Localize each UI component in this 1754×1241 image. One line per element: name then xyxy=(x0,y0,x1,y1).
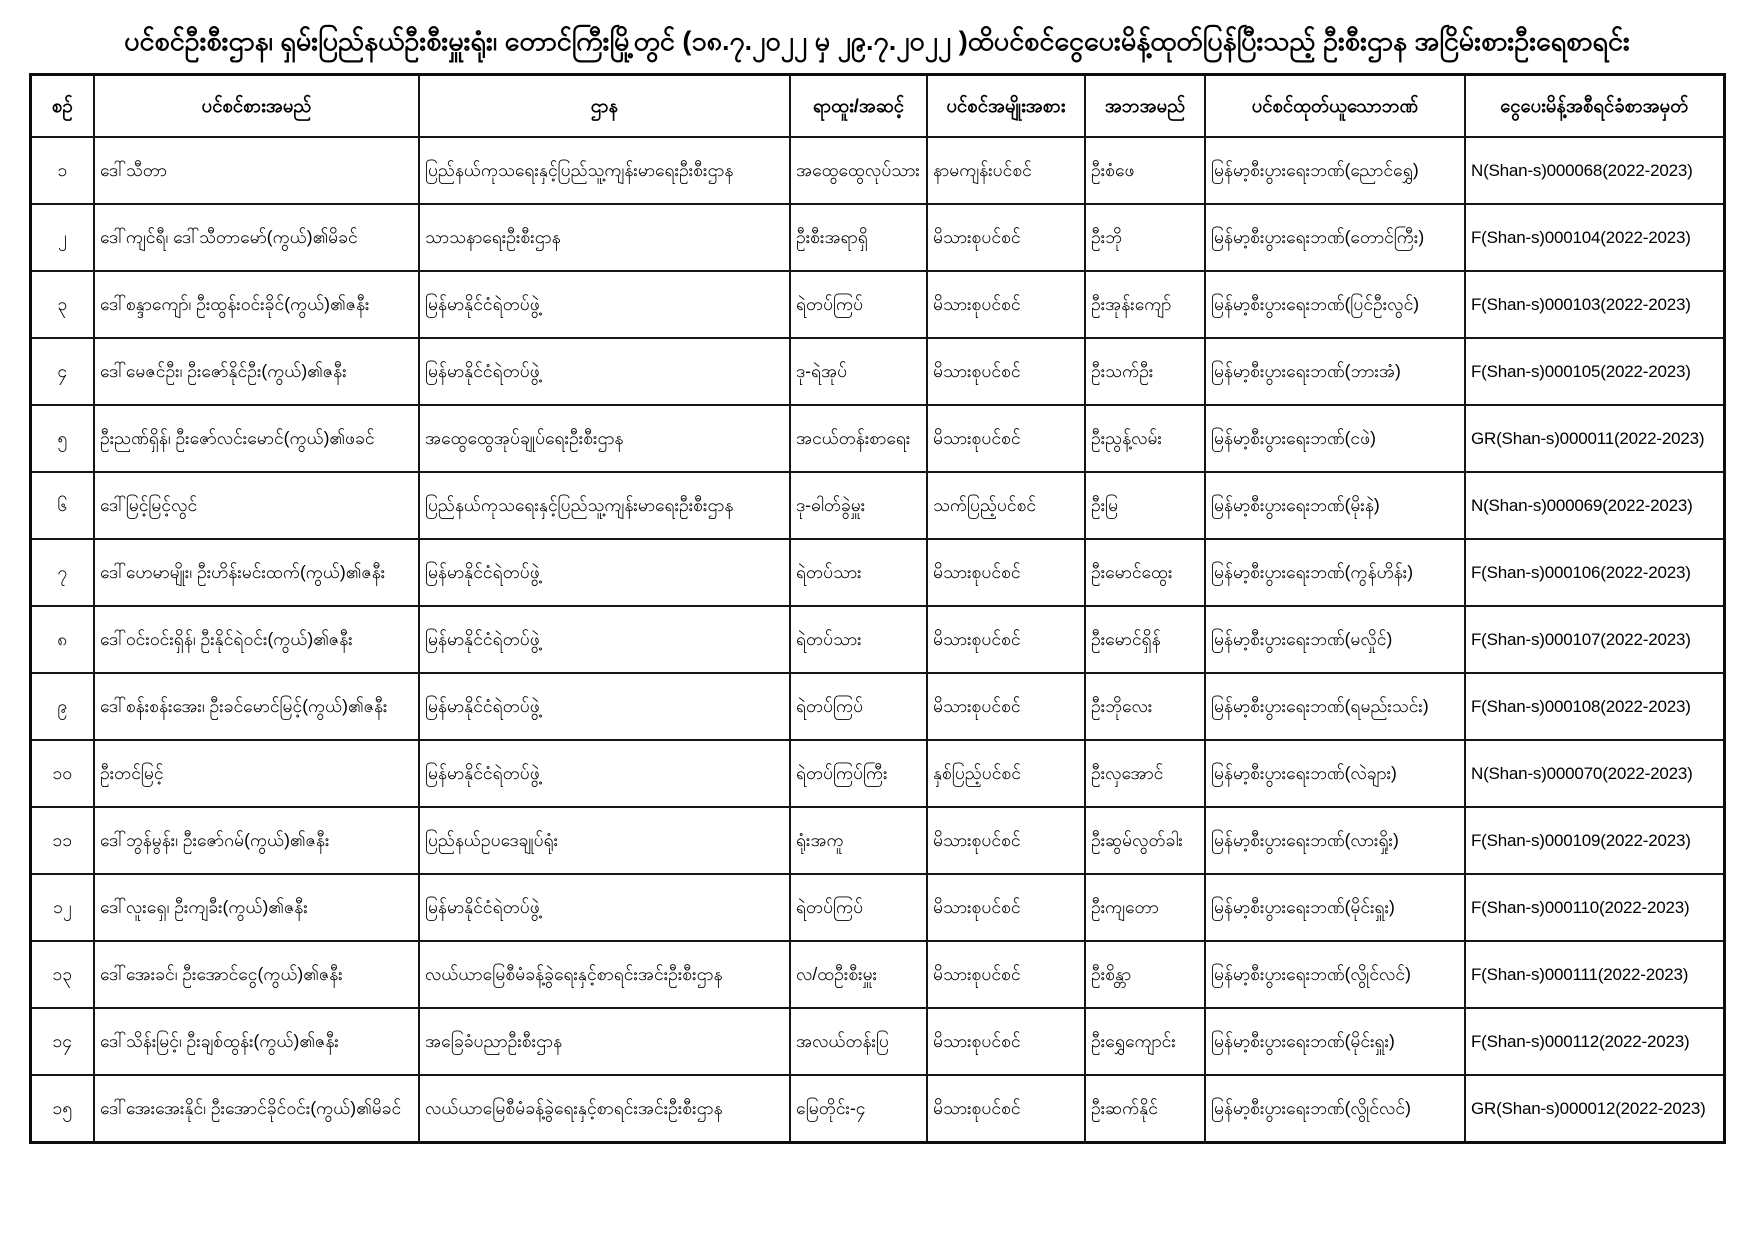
cell-position: ရဲတပ်ကြပ်ကြီး xyxy=(790,740,927,807)
header-bank: ပင်စင်ထုတ်ယူသောဘဏ် xyxy=(1205,75,1465,138)
cell-pensioner-name: ဦးညဏ်ရှိန်၊ ဦးဇော်လင်းမောင်(ကွယ်)၏ဖခင် xyxy=(94,405,419,472)
cell-department: ပြည်နယ်ဥပဒေချုပ်ရုံး xyxy=(419,807,790,874)
cell-department: မြန်မာနိုင်ငံရဲတပ်ဖွဲ့ xyxy=(419,673,790,740)
cell-department: မြန်မာနိုင်ငံရဲတပ်ဖွဲ့ xyxy=(419,874,790,941)
cell-father-name: ဦးစံဖေ xyxy=(1085,137,1205,204)
cell-pension-type: နှစ်ပြည့်ပင်စင် xyxy=(927,740,1085,807)
header-department: ဌာန xyxy=(419,75,790,138)
cell-department: ပြည်နယ်ကုသရေးနှင့်ပြည်သူ့ကျန်းမာရေးဦးစီးဌာန xyxy=(419,137,790,204)
cell-department: မြန်မာနိုင်ငံရဲတပ်ဖွဲ့ xyxy=(419,539,790,606)
cell-father-name: ဦးဘိုလေး xyxy=(1085,673,1205,740)
cell-serial: ၉ xyxy=(30,673,94,740)
cell-father-name: ဦးကျတော xyxy=(1085,874,1205,941)
cell-payment-order-no: F(Shan-s)000105(2022-2023) xyxy=(1465,338,1724,405)
cell-pensioner-name: ဒေါ်မြင့်မြင့်လွင် xyxy=(94,472,419,539)
cell-bank: မြန်မာ့စီးပွားရေးဘဏ်(ညောင်ရွှေ) xyxy=(1205,137,1465,204)
cell-department: လယ်ယာမြေစီမံခန့်ခွဲရေးနှင့်စာရင်းအင်းဦးစီးဌာန xyxy=(419,1075,790,1143)
table-row xyxy=(30,941,1724,1008)
cell-pension-type: မိသားစုပင်စင် xyxy=(927,673,1085,740)
cell-bank: မြန်မာ့စီးပွားရေးဘဏ်(ရမည်းသင်း) xyxy=(1205,673,1465,740)
table-row xyxy=(30,472,1724,539)
cell-pensioner-name: ဦးတင်မြင့် xyxy=(94,740,419,807)
cell-department: အထွေထွေအုပ်ချုပ်ရေးဦးစီးဌာန xyxy=(419,405,790,472)
cell-father-name: ဦးမောင်ထွေး xyxy=(1085,539,1205,606)
pension-table xyxy=(29,73,1726,1144)
cell-bank: မြန်မာ့စီးပွားရေးဘဏ်(တောင်ကြီး) xyxy=(1205,204,1465,271)
cell-position: အလယ်တန်းပြ xyxy=(790,1008,927,1075)
cell-serial: ၁၂ xyxy=(30,874,94,941)
table-row xyxy=(30,1075,1724,1143)
cell-pensioner-name: ဒေါ်ကျင်ရီ၊ ဒေါ်သီတာမော်(ကွယ်)၏မိခင် xyxy=(94,204,419,271)
cell-serial: ၁၄ xyxy=(30,1008,94,1075)
table-row xyxy=(30,740,1724,807)
header-position: ရာထူး/အဆင့် xyxy=(790,75,927,138)
cell-position: ရဲတပ်ကြပ် xyxy=(790,874,927,941)
table-header xyxy=(30,75,1724,138)
cell-pensioner-name: ဒေါ်စန္ဒာကျော်၊ ဦးထွန်းဝင်းခိုင်(ကွယ်)၏ဇနီး xyxy=(94,271,419,338)
cell-pensioner-name: ဒေါ်ဘွန်မွန်း၊ ဦးဇော်ဂမ်(ကွယ်)၏ဇနီး xyxy=(94,807,419,874)
cell-payment-order-no: N(Shan-s)000070(2022-2023) xyxy=(1465,740,1724,807)
cell-position: ဦးစီးအရာရှိ xyxy=(790,204,927,271)
cell-father-name: ဦးဘို xyxy=(1085,204,1205,271)
cell-serial: ၃ xyxy=(30,271,94,338)
cell-father-name: ဦးဆက်နိုင် xyxy=(1085,1075,1205,1143)
cell-bank: မြန်မာ့စီးပွားရေးဘဏ်(ငဖဲ) xyxy=(1205,405,1465,472)
header-pension-type: ပင်စင်အမျိုးအစား xyxy=(927,75,1085,138)
table-row xyxy=(30,1008,1724,1075)
table-row xyxy=(30,673,1724,740)
cell-serial: ၆ xyxy=(30,472,94,539)
cell-payment-order-no: GR(Shan-s)000012(2022-2023) xyxy=(1465,1075,1724,1143)
cell-father-name: ဦးသက်ဦး xyxy=(1085,338,1205,405)
cell-pension-type: မိသားစုပင်စင် xyxy=(927,807,1085,874)
cell-payment-order-no: F(Shan-s)000104(2022-2023) xyxy=(1465,204,1724,271)
table-row xyxy=(30,338,1724,405)
cell-pension-type: မိသားစုပင်စင် xyxy=(927,1075,1085,1143)
cell-serial: ၄ xyxy=(30,338,94,405)
cell-position: မြေတိုင်း-၄ xyxy=(790,1075,927,1143)
cell-pension-type: မိသားစုပင်စင် xyxy=(927,941,1085,1008)
cell-pensioner-name: ဒေါ်စန်းစန်းအေး၊ ဦးခင်မောင်မြင့်(ကွယ်)၏ဇနီး xyxy=(94,673,419,740)
cell-bank: မြန်မာ့စီးပွားရေးဘဏ်(ပြင်ဦးလွင်) xyxy=(1205,271,1465,338)
cell-pensioner-name: ဒေါ်သီတာ xyxy=(94,137,419,204)
cell-payment-order-no: F(Shan-s)000106(2022-2023) xyxy=(1465,539,1724,606)
cell-father-name: ဦးမောင်ရှိန် xyxy=(1085,606,1205,673)
table-row xyxy=(30,874,1724,941)
cell-position: ရဲတပ်သား xyxy=(790,539,927,606)
cell-pension-type: မိသားစုပင်စင် xyxy=(927,338,1085,405)
cell-father-name: ဦးရွှေကျောင်း xyxy=(1085,1008,1205,1075)
cell-department: မြန်မာနိုင်ငံရဲတပ်ဖွဲ့ xyxy=(419,271,790,338)
cell-father-name: ဦးဆွမ်လွတ်ခါး xyxy=(1085,807,1205,874)
cell-payment-order-no: F(Shan-s)000107(2022-2023) xyxy=(1465,606,1724,673)
cell-serial: ၁၃ xyxy=(30,941,94,1008)
cell-position: ရုံးအကူ xyxy=(790,807,927,874)
cell-bank: မြန်မာ့စီးပွားရေးဘဏ်(လွိုင်လင်) xyxy=(1205,1075,1465,1143)
cell-payment-order-no: F(Shan-s)000103(2022-2023) xyxy=(1465,271,1724,338)
cell-father-name: ဦးညွန့်လမ်း xyxy=(1085,405,1205,472)
cell-position: ရဲတပ်ကြပ် xyxy=(790,673,927,740)
cell-pension-type: မိသားစုပင်စင် xyxy=(927,204,1085,271)
cell-father-name: ဦးအုန်းကျော် xyxy=(1085,271,1205,338)
cell-bank: မြန်မာ့စီးပွားရေးဘဏ်(မိုင်းရှူး) xyxy=(1205,874,1465,941)
header-serial: စဉ် xyxy=(30,75,94,138)
cell-pension-type: မိသားစုပင်စင် xyxy=(927,874,1085,941)
document-title: ပင်စင်ဦးစီးဌာန၊ ရှမ်းပြည်နယ်ဦးစီးမှူးရုံး၊ တောင်ကြီးမြို့တွင် (၁၈.၇.၂၀၂၂ မှ ၂၉.၇.၂၀၂၂ )ထိပင်စင်ငွေပေးမိန့်ထုတ်ပြန်ပြီးသည့် ဦးစီးဌာန အငြိမ်းစားဦးရေစာရင်း xyxy=(124,26,1630,56)
cell-department: လယ်ယာမြေစီမံခန့်ခွဲရေးနှင့်စာရင်းအင်းဦးစီးဌာန xyxy=(419,941,790,1008)
cell-pension-type: မိသားစုပင်စင် xyxy=(927,1008,1085,1075)
table-row xyxy=(30,137,1724,204)
cell-pensioner-name: ဒေါ်အေးခင်၊ ဦးအောင်ငွေ(ကွယ်)၏ဇနီး xyxy=(94,941,419,1008)
cell-pensioner-name: ဒေါ်ဟေမာမျိုး၊ ဦးဟိန်းမင်းထက်(ကွယ်)၏ဇနီး xyxy=(94,539,419,606)
cell-bank: မြန်မာ့စီးပွားရေးဘဏ်(ကွန်ဟိန်း) xyxy=(1205,539,1465,606)
cell-bank: မြန်မာ့စီးပွားရေးဘဏ်(မလှိုင်) xyxy=(1205,606,1465,673)
cell-payment-order-no: GR(Shan-s)000011(2022-2023) xyxy=(1465,405,1724,472)
cell-father-name: ဦးလှအောင် xyxy=(1085,740,1205,807)
cell-father-name: ဦးမြ xyxy=(1085,472,1205,539)
cell-department: ပြည်နယ်ကုသရေးနှင့်ပြည်သူ့ကျန်းမာရေးဦးစီးဌာန xyxy=(419,472,790,539)
cell-department: မြန်မာနိုင်ငံရဲတပ်ဖွဲ့ xyxy=(419,606,790,673)
cell-serial: ၁၁ xyxy=(30,807,94,874)
table-row xyxy=(30,807,1724,874)
cell-pensioner-name: ဒေါ်မေဇင်ဦး၊ ဦးဇော်နိုင်ဦး(ကွယ်)၏ဇနီး xyxy=(94,338,419,405)
cell-department: သာသနာရေးဦးစီးဌာန xyxy=(419,204,790,271)
cell-payment-order-no: F(Shan-s)000112(2022-2023) xyxy=(1465,1008,1724,1075)
cell-payment-order-no: F(Shan-s)000109(2022-2023) xyxy=(1465,807,1724,874)
cell-serial: ၂ xyxy=(30,204,94,271)
cell-department: မြန်မာနိုင်ငံရဲတပ်ဖွဲ့ xyxy=(419,338,790,405)
cell-department: မြန်မာနိုင်ငံရဲတပ်ဖွဲ့ xyxy=(419,740,790,807)
cell-position: အငယ်တန်းစာရေး xyxy=(790,405,927,472)
header-row xyxy=(30,75,1724,138)
cell-position: ရဲတပ်ကြပ် xyxy=(790,271,927,338)
table-row xyxy=(30,606,1724,673)
cell-father-name: ဦးစိန္တာ xyxy=(1085,941,1205,1008)
cell-position: ဒု-ရဲအုပ် xyxy=(790,338,927,405)
cell-position: အထွေထွေလုပ်သား xyxy=(790,137,927,204)
cell-pension-type: နာမကျန်းပင်စင် xyxy=(927,137,1085,204)
cell-pension-type: မိသားစုပင်စင် xyxy=(927,606,1085,673)
table-body xyxy=(30,137,1724,1143)
header-father-name: အဘအမည် xyxy=(1085,75,1205,138)
cell-position: ဒု-ဓါတ်ခွဲမှူး xyxy=(790,472,927,539)
cell-payment-order-no: F(Shan-s)000108(2022-2023) xyxy=(1465,673,1724,740)
cell-position: ရဲတပ်သား xyxy=(790,606,927,673)
cell-serial: ၁ xyxy=(30,137,94,204)
cell-pension-type: မိသားစုပင်စင် xyxy=(927,271,1085,338)
table-row xyxy=(30,539,1724,606)
cell-bank: မြန်မာ့စီးပွားရေးဘဏ်(လားရှိုး) xyxy=(1205,807,1465,874)
cell-pensioner-name: ဒေါ်အေးအေးနိုင်၊ ဦးအောင်ခိုင်ဝင်း(ကွယ်)၏မိခင် xyxy=(94,1075,419,1143)
cell-position: လ/ထဦးစီးမှူး xyxy=(790,941,927,1008)
cell-bank: မြန်မာ့စီးပွားရေးဘဏ်(မိုးနဲ) xyxy=(1205,472,1465,539)
cell-pension-type: သက်ပြည့်ပင်စင် xyxy=(927,472,1085,539)
cell-bank: မြန်မာ့စီးပွားရေးဘဏ်(လဲချား) xyxy=(1205,740,1465,807)
cell-payment-order-no: N(Shan-s)000068(2022-2023) xyxy=(1465,137,1724,204)
cell-serial: ၈ xyxy=(30,606,94,673)
table-row xyxy=(30,405,1724,472)
cell-payment-order-no: F(Shan-s)000110(2022-2023) xyxy=(1465,874,1724,941)
table-row xyxy=(30,204,1724,271)
cell-serial: ၁၅ xyxy=(30,1075,94,1143)
cell-pension-type: မိသားစုပင်စင် xyxy=(927,539,1085,606)
cell-bank: မြန်မာ့စီးပွားရေးဘဏ်(မိုင်းရှူး) xyxy=(1205,1008,1465,1075)
cell-bank: မြန်မာ့စီးပွားရေးဘဏ်(ဘားအံ) xyxy=(1205,338,1465,405)
cell-payment-order-no: F(Shan-s)000111(2022-2023) xyxy=(1465,941,1724,1008)
cell-pensioner-name: ဒေါ်လူးရှေ၊ ဦးကျခီး(ကွယ်)၏ဇနီး xyxy=(94,874,419,941)
cell-serial: ၇ xyxy=(30,539,94,606)
cell-payment-order-no: N(Shan-s)000069(2022-2023) xyxy=(1465,472,1724,539)
cell-serial: ၁၀ xyxy=(30,740,94,807)
cell-bank: မြန်မာ့စီးပွားရေးဘဏ်(လွိုင်လင်) xyxy=(1205,941,1465,1008)
cell-pensioner-name: ဒေါ်ဝင်းဝင်းရှိန်၊ ဦးနိုင်ရဲဝင်း(ကွယ်)၏ဇနီး xyxy=(94,606,419,673)
cell-pension-type: မိသားစုပင်စင် xyxy=(927,405,1085,472)
cell-serial: ၅ xyxy=(30,405,94,472)
table-row xyxy=(30,271,1724,338)
cell-pensioner-name: ဒေါ်သိန်းမြင့်၊ ဦးချစ်ထွန်း(ကွယ်)၏ဇနီး xyxy=(94,1008,419,1075)
header-payment-order-no: ငွေပေးမိန့်အစီရင်ခံစာအမှတ် xyxy=(1465,75,1724,138)
header-pensioner-name: ပင်စင်စားအမည် xyxy=(94,75,419,138)
cell-department: အခြေခံပညာဦးစီးဌာန xyxy=(419,1008,790,1075)
